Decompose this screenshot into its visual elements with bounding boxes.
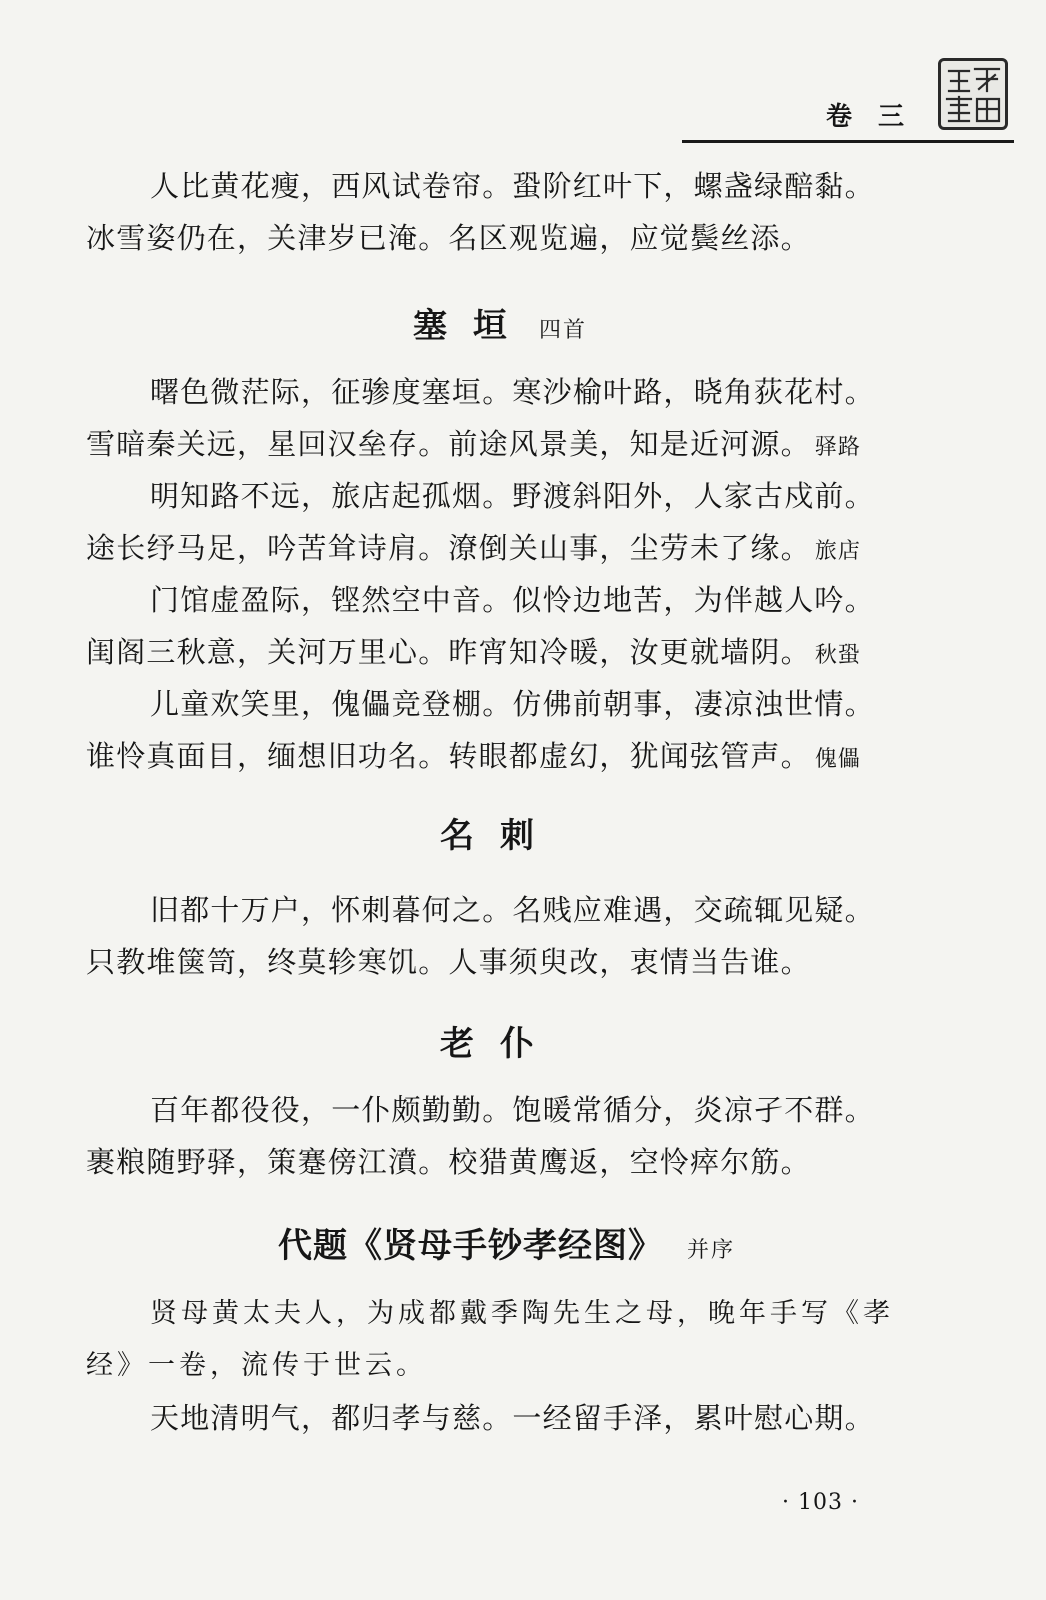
poem-line: 曙色微茫际，征骖度塞垣。寒沙榆叶路，晓角荻花村。 xyxy=(150,375,875,409)
poem-line xyxy=(86,422,916,470)
header-rule xyxy=(682,140,1014,143)
poem-line xyxy=(86,734,916,782)
poem-line: 只教堆箧笥，终莫轸寒饥。人事须臾改，衷情当告谁。 xyxy=(86,945,811,979)
poem-title-ming-ci xyxy=(0,808,1000,857)
poem-subtitle: 傀儡 xyxy=(814,747,861,772)
poem-text: 闺阁三秋意，关河万里心。昨宵知冷暖，汝更就墙阴。 xyxy=(86,635,811,669)
title-note: 并序 xyxy=(687,1238,736,1263)
poem-title-sai-yuan xyxy=(0,298,1000,347)
title-note: 四首 xyxy=(538,318,587,343)
preface-line: 贤母黄太夫人，为成都戴季陶先生之母，晚年手写《孝 xyxy=(150,1298,894,1329)
poem-subtitle: 驿路 xyxy=(814,435,861,460)
seal-stamp xyxy=(938,58,1008,130)
poem-line: 天地清明气，都归孝与慈。一经留手泽，累叶慰心期。 xyxy=(150,1401,875,1435)
poem-line: 旧都十万户，怀刺暮何之。名贱应难遇，交疏辄见疑。 xyxy=(150,893,875,927)
title-text: 代题《贤母手钞孝经图》 xyxy=(278,1226,663,1266)
page-number: · 103 · xyxy=(782,1490,859,1515)
poem-line xyxy=(86,526,916,574)
poem-line: 裹粮随野驿，策蹇傍江濆。校猎黄鹰返，空怜瘁尔筋。 xyxy=(86,1145,811,1179)
poem-title-dai-ti xyxy=(140,1218,1046,1267)
poem-subtitle: 秋蛩 xyxy=(814,643,861,668)
poem-line: 百年都役役，一仆颇勤勤。饱暖常循分，炎凉孑不群。 xyxy=(150,1093,875,1127)
title-text: 老仆 xyxy=(440,1024,560,1064)
poem-line: 冰雪姿仍在，关津岁已淹。名区观览遍，应觉鬓丝添。 xyxy=(86,221,811,255)
poem-text: 雪暗秦关远，星回汉垒存。前途风景美，知是近河源。 xyxy=(86,427,811,461)
poem-subtitle: 旅店 xyxy=(814,539,861,564)
poem-text: 谁怜真面目，缅想旧功名。转眼都虚幻，犹闻弦管声。 xyxy=(86,739,811,773)
title-text: 名刺 xyxy=(440,816,560,856)
poem-line: 人比黄花瘦，西风试卷帘。蛩阶红叶下，螺盏绿醅黏。 xyxy=(150,169,875,203)
poem-line: 儿童欢笑里，傀儡竞登棚。仿佛前朝事，凄凉浊世情。 xyxy=(150,687,875,721)
running-title: 卷三 xyxy=(826,102,931,132)
preface-line: 经》一卷，流传于世云。 xyxy=(86,1350,427,1381)
title-text: 塞垣 xyxy=(412,306,533,346)
poem-line: 明知路不远，旅店起孤烟。野渡斜阳外，人家古戍前。 xyxy=(150,479,875,513)
poem-text: 途长纾马足，吟苦耸诗肩。潦倒关山事，尘劳未了缘。 xyxy=(86,531,811,565)
poem-line xyxy=(86,630,916,678)
poem-line: 门馆虚盈际，铿然空中音。似怜边地苦，为伴越人吟。 xyxy=(150,583,875,617)
poem-title-lao-pu xyxy=(0,1016,1000,1065)
